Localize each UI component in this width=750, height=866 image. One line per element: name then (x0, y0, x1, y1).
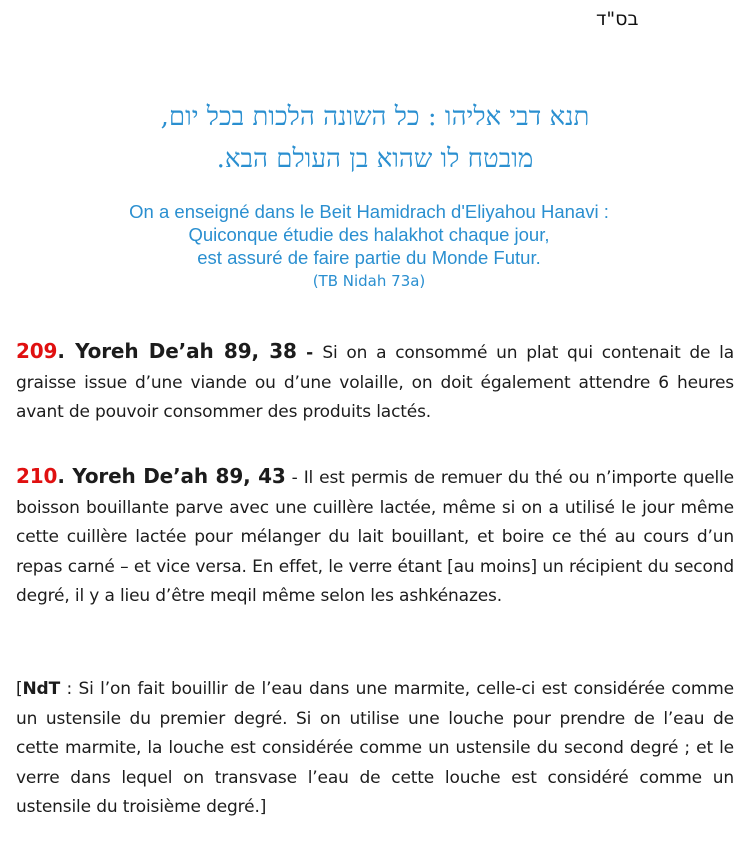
note-label: NdT (22, 679, 61, 699)
halakha-paragraph-209 (16, 337, 734, 428)
translator-note (16, 675, 734, 823)
french-quote-line-1: On a enseigné dans le Beit Hamidrach d'Eliyahou Hanavi : (129, 201, 609, 222)
halakha-text: Si on a consommé un plat qui contenait de la graisse issue d’une viande ou d’une volaille, on doit également attendre 6 heures avant de pouvoir consommer des produits lactés. (16, 343, 735, 423)
hebrew-quote (0, 96, 750, 180)
note-text: : Si l’on fait bouillir de l’eau dans une marmite, celle-ci est considérée comme un ustensile du premier degré. Si on utilise une louche pour prendre de l’eau de cette marmite, la louche est considérée comme un ustensile du second degré ; et le verre dans lequel on transvase l’eau de cette louche est considéré comme un ustensile du troisième degré.] (16, 679, 734, 818)
halakha-paragraph-210 (16, 462, 734, 612)
halakha-reference: . Yoreh De’ah 89, 43 (57, 464, 286, 488)
bsd-header: בס"ד (596, 8, 639, 30)
halakha-number: 209 (16, 339, 58, 363)
hebrew-quote-line-1: תנא דבי אליהו : כל השונה הלכות בכל יום, (160, 102, 590, 132)
halakha-separator: - (296, 343, 323, 363)
halakha-text: Il est permis de remuer du thé ou n’importe quelle boisson bouillante parve avec une cuillère lactée, même si on a utilisé le jour même cette cuillère lactée pour mélanger du lait bouillant, et boire ce thé au cours d’un repas carné – et vice versa. En effet, le verre étant [au moins] un récipient du second degré, il y a lieu d’être meqil même selon les ashkénazes. (16, 468, 734, 607)
halakha-number: 210 (16, 464, 58, 488)
french-quote-source: (TB Nidah 73a) (312, 272, 426, 290)
french-quote-line-3: est assuré de faire partie du Monde Futur. (197, 247, 541, 268)
halakha-reference: . Yoreh De’ah 89, 38 (57, 339, 297, 363)
hebrew-quote-line-2: מובטח לו שהוא בן העולם הבא. (216, 144, 534, 174)
note-open-bracket: [ (16, 679, 23, 699)
french-quote (0, 200, 738, 293)
french-quote-line-2: Quiconque étudie des halakhot chaque jour, (188, 224, 550, 245)
halakha-separator: - (285, 468, 304, 488)
